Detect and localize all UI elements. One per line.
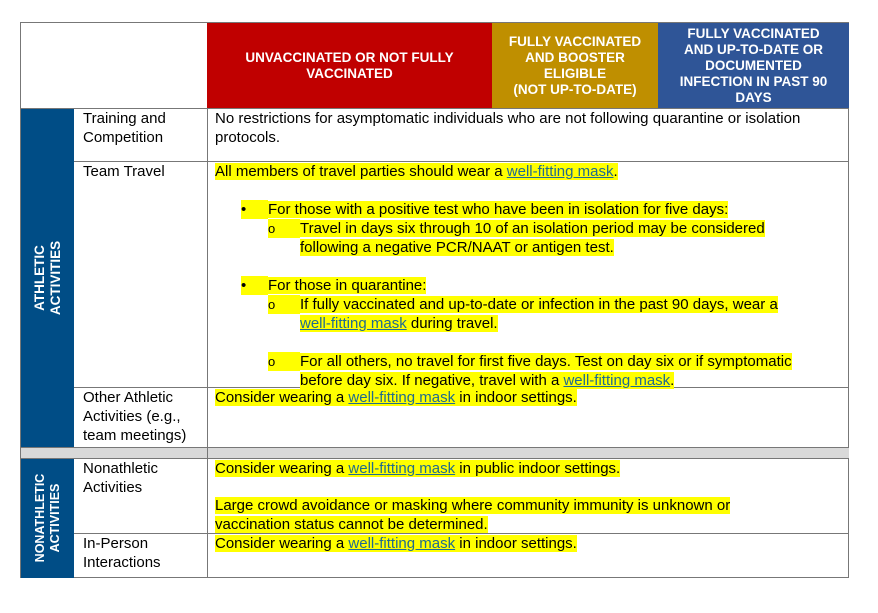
activity-label: Nonathletic Activities: [83, 460, 159, 496]
activity-label: Team Travel: [83, 163, 165, 180]
activity-other-athletic: [74, 387, 207, 447]
activity-label: Training and Competition: [83, 110, 166, 146]
sub-bullet-text: If fully vaccinated and up-to-date or infection in the past 90 days, wear a: [300, 296, 778, 313]
section-athletic-label: ATHLETIC ACTIVITIES: [31, 240, 63, 315]
guidance-text: Large crowd avoidance or masking where community immunity is unknown or: [215, 497, 731, 514]
sub-bullet-icon: o: [268, 352, 300, 371]
guidance-text: vaccination status cannot be determined.: [215, 516, 488, 533]
well-fitting-mask-link[interactable]: well-fitting mask: [348, 535, 456, 552]
guidance-text: in public indoor settings.: [455, 460, 621, 477]
well-fitting-mask-link[interactable]: well-fitting mask: [563, 372, 671, 389]
bullet-text: For those with a positive test who have been in isolation for five days:: [268, 201, 729, 218]
covid-guidance-table: [20, 22, 849, 578]
activity-team-travel: [74, 161, 207, 387]
guidance-text: Consider wearing a: [215, 460, 349, 477]
activity-label: Other Athletic Activities (e.g., team meetings): [83, 389, 187, 444]
activity-training-competition: [74, 108, 207, 161]
sub-bullet-text: during travel.: [406, 315, 498, 332]
section-nonathletic-activities: [21, 458, 74, 578]
guidance-text: in indoor settings.: [455, 389, 577, 406]
guidance-text: All members of travel parties should wear a: [215, 163, 507, 180]
guidance-team-travel: [207, 161, 849, 387]
guidance-text: in indoor settings.: [455, 535, 577, 552]
sub-bullet-text: .: [670, 372, 675, 389]
header-up-to-date: [658, 23, 849, 108]
header-unvaccinated: [207, 23, 492, 108]
sub-bullet-text: before day six. If negative, travel with a: [300, 372, 564, 389]
guidance-text: .: [613, 163, 618, 180]
section-separator: [21, 447, 849, 458]
header-unvaccinated-label: UNVACCINATED OR NOT FULLY VACCINATED: [245, 49, 454, 81]
guidance-other-athletic: [207, 387, 849, 447]
activity-label: In-Person Interactions: [83, 535, 161, 571]
header-up-to-date-label: FULLY VACCINATED AND UP-TO-DATE OR DOCUMENTED INFECTION IN PAST 90 DAYS: [679, 25, 828, 105]
activity-in-person: [74, 533, 207, 578]
section-nonathletic-label: NONATHLETIC ACTIVITIES: [32, 473, 62, 563]
guidance-training-competition: [207, 108, 849, 161]
well-fitting-mask-link[interactable]: well-fitting mask: [506, 163, 614, 180]
activity-nonathletic: [74, 458, 207, 533]
bullet-icon: •: [241, 200, 268, 219]
guidance-in-person: [207, 533, 849, 578]
sub-bullet-icon: o: [268, 295, 300, 314]
guidance-text: Consider wearing a: [215, 535, 349, 552]
bullet-icon: •: [241, 276, 268, 295]
guidance-text: Consider wearing a: [215, 389, 349, 406]
well-fitting-mask-link[interactable]: well-fitting mask: [300, 315, 407, 332]
header-booster-eligible: [492, 23, 658, 108]
header-empty-corner: [21, 23, 207, 108]
sub-bullet-text: For all others, no travel for first five days. Test on day six or if symptomatic: [300, 353, 792, 370]
bullet-text: For those in quarantine:: [268, 277, 427, 294]
sub-bullet-text: following a negative PCR/NAAT or antigen test.: [300, 239, 614, 256]
section-athletic-activities: [21, 108, 74, 447]
well-fitting-mask-link[interactable]: well-fitting mask: [348, 460, 456, 477]
header-booster-eligible-label: FULLY VACCINATED AND BOOSTER ELIGIBLE (NOT UP-TO-DATE): [508, 33, 642, 97]
guidance-text: No restrictions for asymptomatic individuals who are not following quarantine or isolation protocols.: [215, 110, 801, 146]
sub-bullet-icon: o: [268, 219, 300, 238]
well-fitting-mask-link[interactable]: well-fitting mask: [348, 389, 456, 406]
sub-bullet-text: Travel in days six through 10 of an isolation period may be considered: [300, 220, 765, 237]
guidance-nonathletic: [207, 458, 849, 533]
